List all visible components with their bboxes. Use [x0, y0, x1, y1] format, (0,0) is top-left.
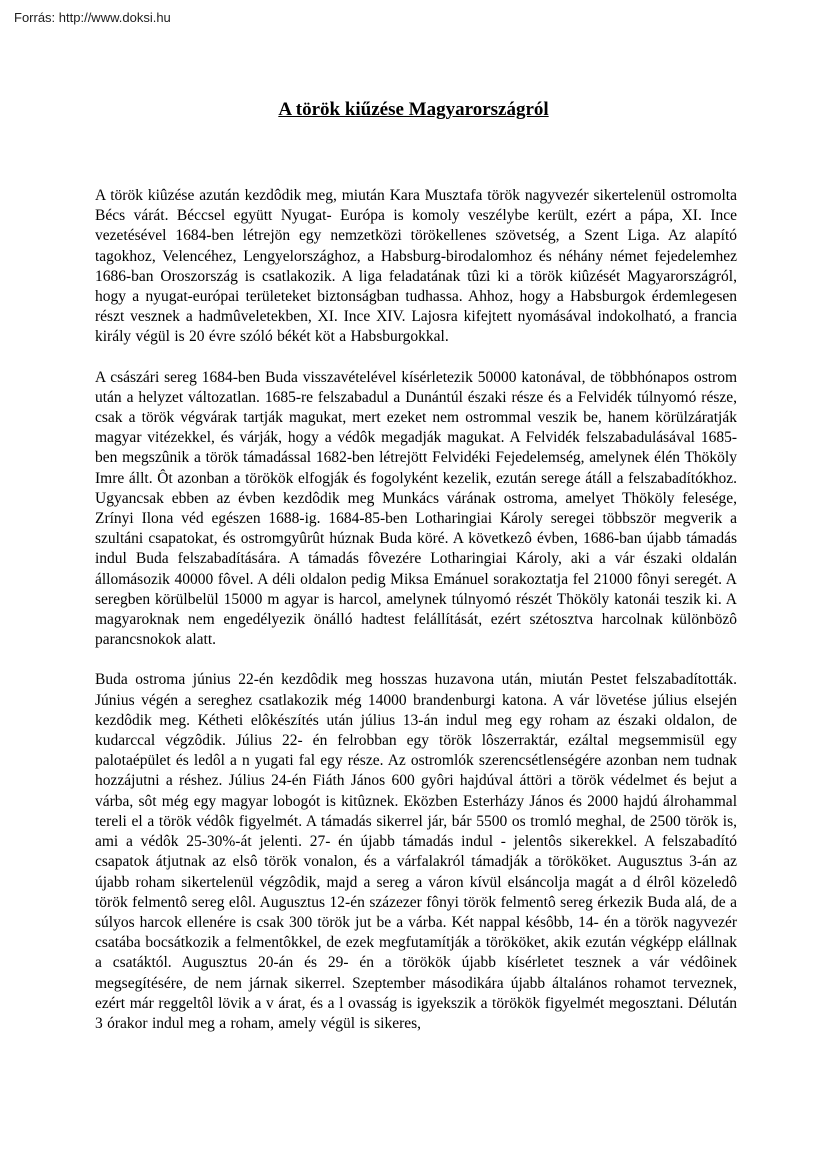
document-body [95, 186, 737, 1054]
paragraph-campaigns-1684-1686: A császári sereg 1684-ben Buda visszavételével kísérletezik 50000 katonával, de többhónapos ostrom után a helyzet változatlan. 1685-re felszabadul a Dunántúl északi része és a Felvidék túlnyomó része, csak a török végvárak tartják magukat, mert ezeket nem ostrommal veszik be, hanem körülzáratják magyar vitézekkel, és várják, hogy a védôk megadják magukat. A Felvidék felszabadulásával 1685-ben megszûnik a török támadással 1682-ben létrejött Felvidéki Fejedelemség, amelynek élén Thököly Imre állt. Ôt azonban a törökök elfogják és fogolyként kezelik, ezután serege átáll a felszabadítókhoz. Ugyancsak ebben az évben kezdôdik meg Munkács várának ostroma, amelyet Thököly felesége, Zrínyi Ilona véd egészen 1688-ig. 1684-85-ben Lotharingiai Károly seregei többször megverik a szultáni csapatokat, és ostromgyûrût húznak Buda köré. A következô évben, 1686-ban újabb támadás indul Buda felszabadítására. A támadás fôvezére Lotharingiai Károly, aki a vár északi oldalán állomásozik 40000 fôvel. A déli oldalon pedig Miksa Emánuel sorakoztatja fel 21000 fônyi seregét. A seregben körülbelül 15000 m agyar is harcol, amelynek túlnyomó részét Thököly katonái teszik ki. A magyaroknak nem engedélyezik önálló hadtest felállítását, ezért szétosztva harcolnak különbözô parancsnokok alatt. [95, 368, 737, 649]
page-title: A török kiűzése Magyarországról [278, 99, 549, 120]
paragraph-intro-holy-league: A török kiûzése azután kezdôdik meg, miután Kara Musztafa török nagyvezér sikertelenül ostromolta Bécs várát. Béccsel együtt Nyugat- Európa is komoly veszélybe került, ezért a pápa, XI. Ince vezetésével 1684-ben létrejön egy nemzetközi törökellenes szövetség, a Szent Liga. Az alapító tagokhoz, Velencéhez, Lengyelországhoz, a Habsburg-birodalomhoz és néhány német fejedelemhez 1686-ban Oroszország is csatlakozik. A liga feladatának tûzi ki a török kiûzését Magyarországról, hogy a nyugat-európai területeket biztonságban tudhassa. Ahhoz, hogy a Habsburgok érdemlegesen részt vesznek a hadmûveletekben, XI. Ince XIV. Lajosra kifejtett nyomásával indokolható, a francia király végül is 20 évre szóló békét köt a Habsburgokkal. [95, 187, 737, 346]
source-url-line: Forrás: http://www.doksi.hu [14, 10, 171, 25]
paragraph-siege-of-buda: Buda ostroma június 22-én kezdôdik meg hosszas huzavona után, miután Pestet felszabadították. Június végén a sereghez csatlakozik még 14000 brandenburgi katona. A vár lövetése július elsején kezdôdik meg. Kétheti elôkészítés után július 13-án indul meg egy roham az északi oldalon, de kudarccal végzôdik. Július 22- én felrobban egy török lôszerraktár, ezáltal megsemmisül egy palotaépület és ledôl a n yugati fal egy része. Az ostromlók szerencsétlenségére azonban nem tudnak hozzájutni a réshez. Július 24-én Fiáth János 600 gyôri hajdúval áttöri a török védelmet és bejut a várba, sôt még egy magyar lobogót is kitûznek. Eközben Esterházy János és 2000 hajdú álrohammal tereli el a török védôk figyelmét. A támadás sikerrel jár, bár 5500 os tromló meghal, de 2500 török is, ami a védôk 25-30%-át jelenti. 27- én újabb támadás indul - jelentôs sikerekkel. A felszabadító csapatok átjutnak az elsô török vonalon, és a várfalakról támadják a törököket. Augusztus 3-án az újabb roham sikertelenül végzôdik, majd a sereg a váron kívül elsáncolja magát a d élrôl közeledô török felmentô sereg elôl. Augusztus 12-én százezer fônyi török felmentô sereg érkezik Buda alá, de a súlyos harcok ellenére is csak 300 török jut be a várba. Két nappal késôbb, 14- én a török nagyvezér csatába bocsátkozik a felmentôkkel, de ezek megfutamítják a törököket, akik ezután végképp elállnak a csatáktól. Augusztus 20-án és 29- én a törökök újabb kísérletet tesznek a vár védôinek megsegítésére, de nem járnak sikerrel. Szeptember másodikára újabb általános rohamot terveznek, ezért már reggeltôl lövik a v árat, és a l ovasság is igyekszik a törökök figyelmét megosztani. Délután 3 órakor indul meg a roham, amely végül is sikeres, [95, 671, 737, 1032]
